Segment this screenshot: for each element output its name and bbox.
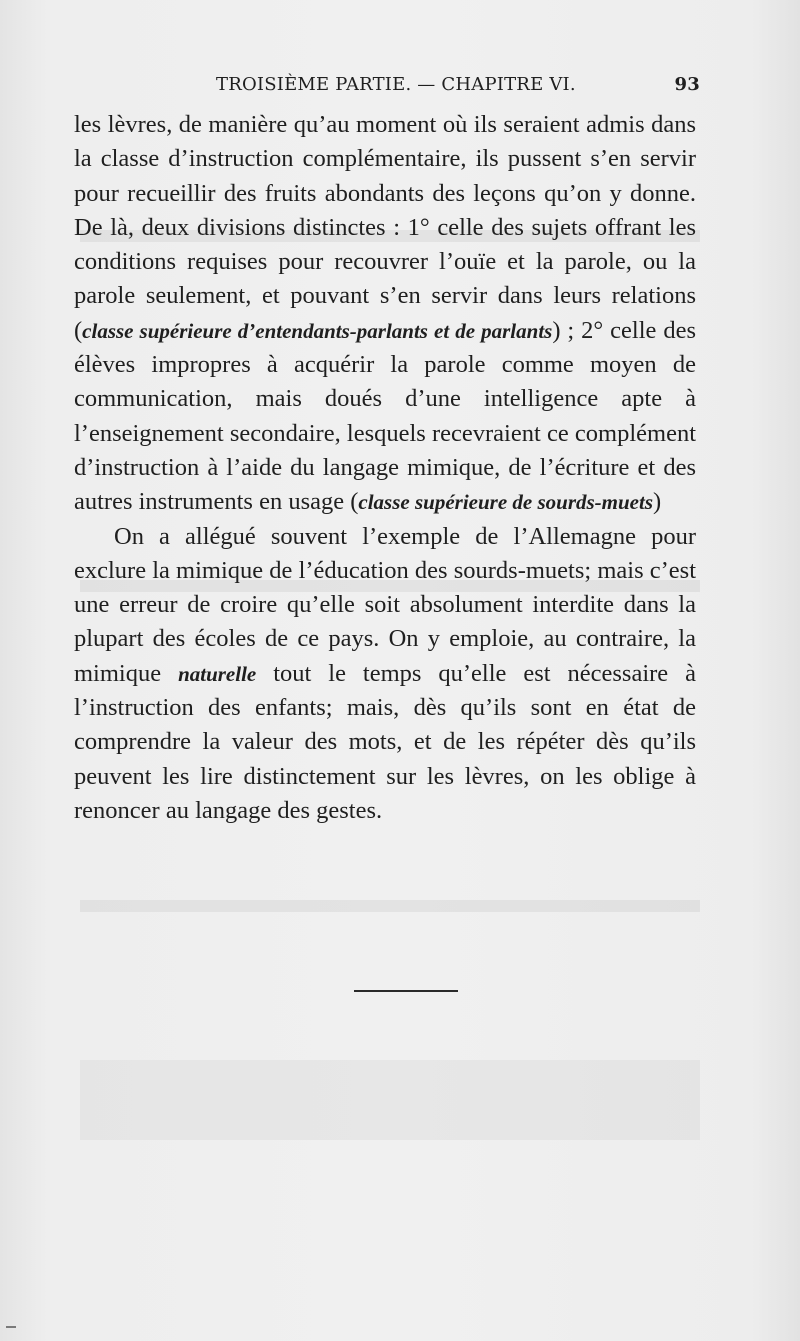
running-head xyxy=(74,74,700,102)
italic-word: naturelle xyxy=(178,661,257,686)
italic-phrase: classe supérieure de sourds-muets xyxy=(358,490,654,515)
bleed-through-shade xyxy=(80,1060,700,1140)
margin-mark xyxy=(6,1326,16,1328)
paragraph-text: On a allégué souvent l’exemple de l’Allemagne pour exclure la mimique de l’éducation des sourds-muets; mais c’est une erreur de croire qu’elle soit absolument interdite dans la plupart des écoles de ce pays. On y emploie, au contraire, la mimique xyxy=(74,522,696,687)
running-title: TROISIÈME PARTIE. — CHAPITRE VI. xyxy=(216,74,576,95)
paragraph-text: tout le temps qu’elle est nécessaire à l’instruction des enfants; mais, dès qu’ils sont en état de comprendre la valeur des mots, et de les répéter dès qu’ils peuvent les lire distinctement sur les lèvres, on les oblige à renoncer au langage des gestes. xyxy=(74,659,696,824)
paragraph xyxy=(74,108,696,520)
bleed-through-shade xyxy=(80,900,700,912)
paragraph-text: ) ; 2° celle des élèves impropres à acquérir la parole comme moyen de communication, mais doués d’une intelligence apte à l’enseignement secondaire, lesquels recevraient ce complément d’instruction à l’aide du langage mimique, de l’écriture et des autres instruments en usage ( xyxy=(74,316,696,516)
page-number: 93 xyxy=(674,74,700,95)
paragraph xyxy=(74,520,696,829)
paragraph-text: ) xyxy=(653,488,662,516)
body-text xyxy=(74,108,696,828)
section-end-rule xyxy=(354,990,458,992)
italic-phrase: classe supérieure d’entendants-parlants et de parlants xyxy=(82,318,553,343)
paragraph-text: les lèvres, de manière qu’au moment où ils seraient admis dans la classe d’instruction complémentaire, ils pussent s’en servir pour recueillir des fruits abondants des leçons qu’on y donne. De là, deux divisions distinctes : 1° celle des sujets offrant les conditions requises pour recouvrer l’ouïe et la parole, ou la parole seulement, et pouvant s’en servir dans leurs relations ( xyxy=(74,111,696,344)
